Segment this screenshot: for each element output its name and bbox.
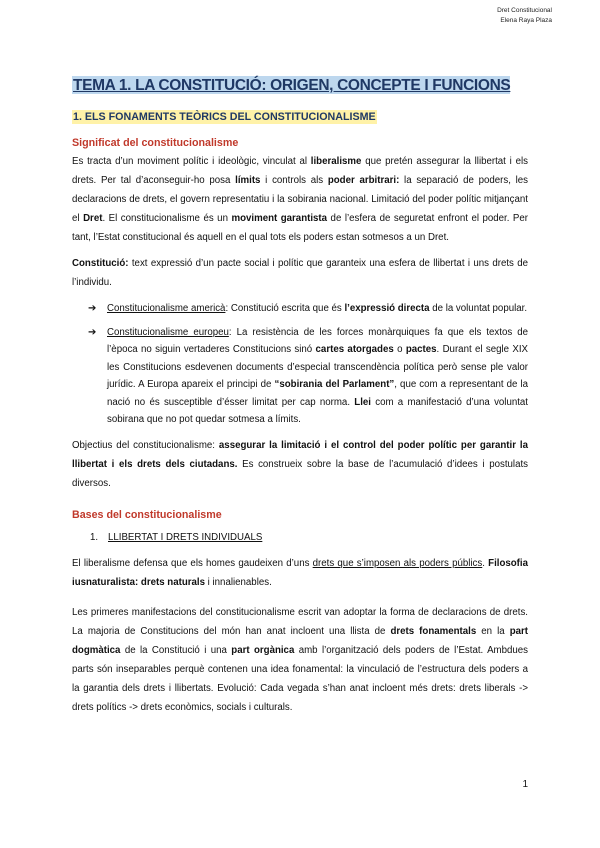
page-number: 1 bbox=[522, 779, 528, 790]
paragraph-liberalisme: El liberalisme defensa que els homes gaudeixen d’uns drets que s’imposen als poders públics. Filosofia iusnaturalista: drets naturals i innalienables. bbox=[72, 557, 528, 588]
document-body bbox=[72, 76, 528, 717]
header-author: Elena Raya Plaza bbox=[500, 17, 552, 24]
constitucionalisme-list bbox=[72, 300, 528, 429]
page-header bbox=[497, 6, 552, 26]
subheading-significat: Significat del constitucionalisme bbox=[72, 137, 239, 149]
arrow-bullet-icon: ➔ bbox=[88, 326, 97, 338]
list-item-europeu: ➔ Constitucionalisme europeu: La resistència de les forces monàrquiques fa que els textos de l’època no siguin vertaderes Constitucions sinó cartes atorgades o pactes. Durant el segle XIX les Constitucions esdevenen documents d’especial transcendència política però sense ple valor jurídic. A Europa apareix el principi de “sobirania del Parlament”, que com a representant de la nació no és susceptible d’ésser limitat per cap norma. Llei com a manifestació d’una voluntat sobirana que no pot quedar sotmesa a límits. bbox=[88, 324, 528, 429]
paragraph-objectius: Objectius del constitucionalisme: assegurar la limitació i el control del poder polític per garantir la llibertat i els drets dels ciutadans. Es construeix sobre la base de l’acumulació d’idees i postulats diversos. bbox=[72, 439, 529, 489]
paragraph-constitucio: Constitució: text expressió d’un pacte social i polític que garanteix una esfera de llibertat i uns drets de l’individu. bbox=[72, 258, 528, 288]
section-heading: 1. ELS FONAMENTS TEÒRICS DEL CONSTITUCIONALISME bbox=[73, 111, 376, 123]
list-item-americà: ➔ Constitucionalisme americà: Constitució escrita que és l’expressió directa de la voluntat popular. bbox=[88, 300, 528, 318]
header-course: Dret Constitucional bbox=[497, 7, 552, 14]
subheading-bases: Bases del constitucionalisme bbox=[72, 508, 222, 521]
paragraph-manifestacions: Les primeres manifestacions del constitucionalisme escrit van adoptar la forma de declaracions de drets. La majoria de Constitucions del món han anat incloent una llista de drets fonamentals en la part dogmàtica de la Constitució i una part orgànica amb l’organització dels poders de l’Estat. Ambdues parts són inseparables perquè contenen una idea fonamental: la vinculació de l’estructura dels poders a la garantia dels drets i llibertats. Evolució: Cada vegada s’han anat incloent més drets: drets liberals -> drets polítics -> drets econòmics, socials i culturals. bbox=[72, 606, 529, 713]
page-title: TEMA 1. LA CONSTITUCIÓ: ORIGEN, CONCEPTE I FUNCIONS bbox=[73, 77, 511, 94]
numbered-subheading: 1. LLIBERTAT I DRETS INDIVIDUALS bbox=[90, 531, 263, 543]
arrow-bullet-icon: ➔ bbox=[88, 303, 97, 314]
paragraph-definition: Es tracta d’un moviment polític i ideològic, vinculat al liberalisme que pretén assegurar la llibertat i els drets. Per tal d’aconseguir-ho posa límits i controls als poder arbitrari: la separació de poders, les declaracions de drets, el govern representatiu i la sobirania nacional. Limitació del poder polític mitjançant el Dret. El constitucionalisme és un moviment garantista de l’esfera de seguretat enfront el poder. Per tant, l’Estat constitucional és aquell en el qual tots els poders estan sotmesos a un Dret. bbox=[72, 156, 529, 243]
